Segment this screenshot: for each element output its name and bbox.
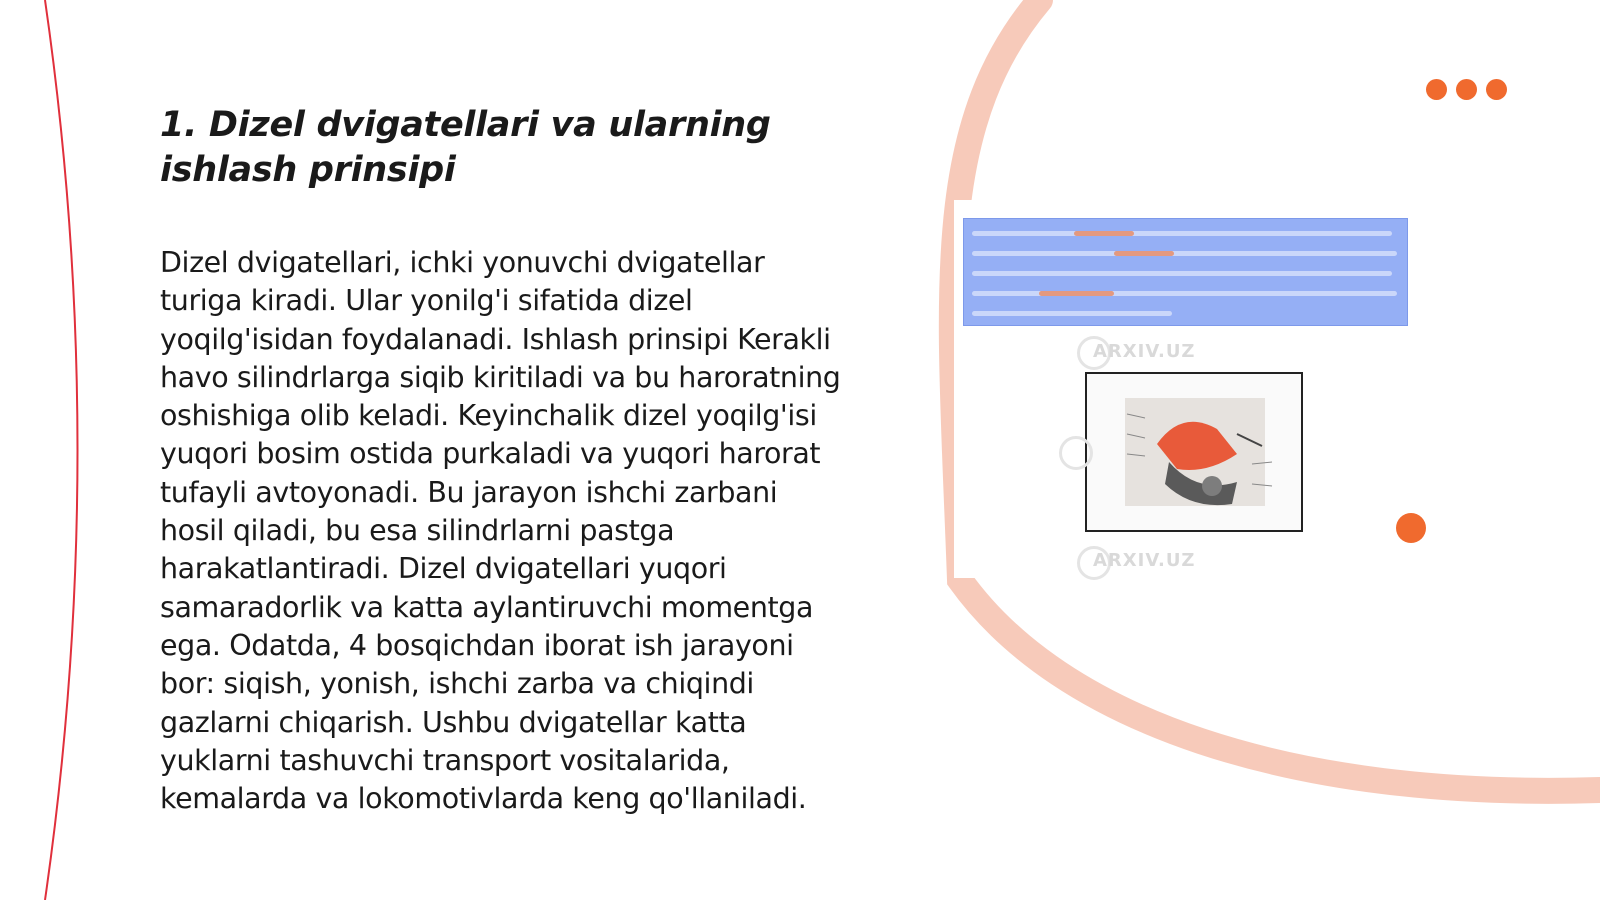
- engine-diagram-icon: [1087, 374, 1301, 530]
- highlighted-word: [1039, 291, 1114, 296]
- text-line: [972, 271, 1392, 276]
- slide-title: 1. Dizel dvigatellari va ularning ishlash prinsipi: [160, 105, 771, 190]
- text-line: [972, 311, 1172, 316]
- orange-accent-dot: [1396, 513, 1426, 543]
- orange-dot: [1486, 79, 1507, 100]
- slide-body-text: Dizel dvigatellari, ichki yonuvchi dvigatellar turiga kiradi. Ular yonilg'i sifatida dizel yoqilg'isidan foydalanadi. Ishlash prinsipi Kerakli havo silindrlarga siqib kiritiladi va bu haroratning oshishiga olib keladi. Keyinchalik dizel yoqilg'isi yuqori bosim ostida purkaladi va yuqori harorat tufayli avtoyonadi. Bu jarayon ishchi zarbani hosil qiladi, bu esa silindrlarni pastga harakatlantiradi. Dizel dvigatellari yuqori samaradorlik va katta aylantiruvchi momentga ega. Odatda, 4 bosqichdan iborat ish jarayoni bor: siqish, yonish, ishchi zarba va chiqindi gazlarni chiqarish. Ushbu dvigatellar katta yuklarni tashuvchi transport vositalarida, kemalarda va lokomotivlarda keng qo'llaniladi.: [160, 246, 841, 816]
- engine-diagram-frame: [1085, 372, 1303, 532]
- orange-dot: [1456, 79, 1477, 100]
- highlighted-word: [1114, 251, 1174, 256]
- text-line: [972, 231, 1392, 236]
- highlighted-text-block: [963, 218, 1408, 326]
- document-scan-image: [954, 200, 1449, 578]
- orange-dot: [1426, 79, 1447, 100]
- text-line: [972, 251, 1397, 256]
- watermark-logo-icon: [1059, 436, 1093, 470]
- watermark-text: ARXIV.UZ: [1093, 550, 1196, 571]
- highlighted-word: [1074, 231, 1134, 236]
- orange-dots-decoration: [1426, 79, 1507, 101]
- watermark-text: ARXIV.UZ: [1093, 341, 1196, 362]
- left-red-curve: [45, 0, 78, 900]
- text-line: [972, 291, 1397, 296]
